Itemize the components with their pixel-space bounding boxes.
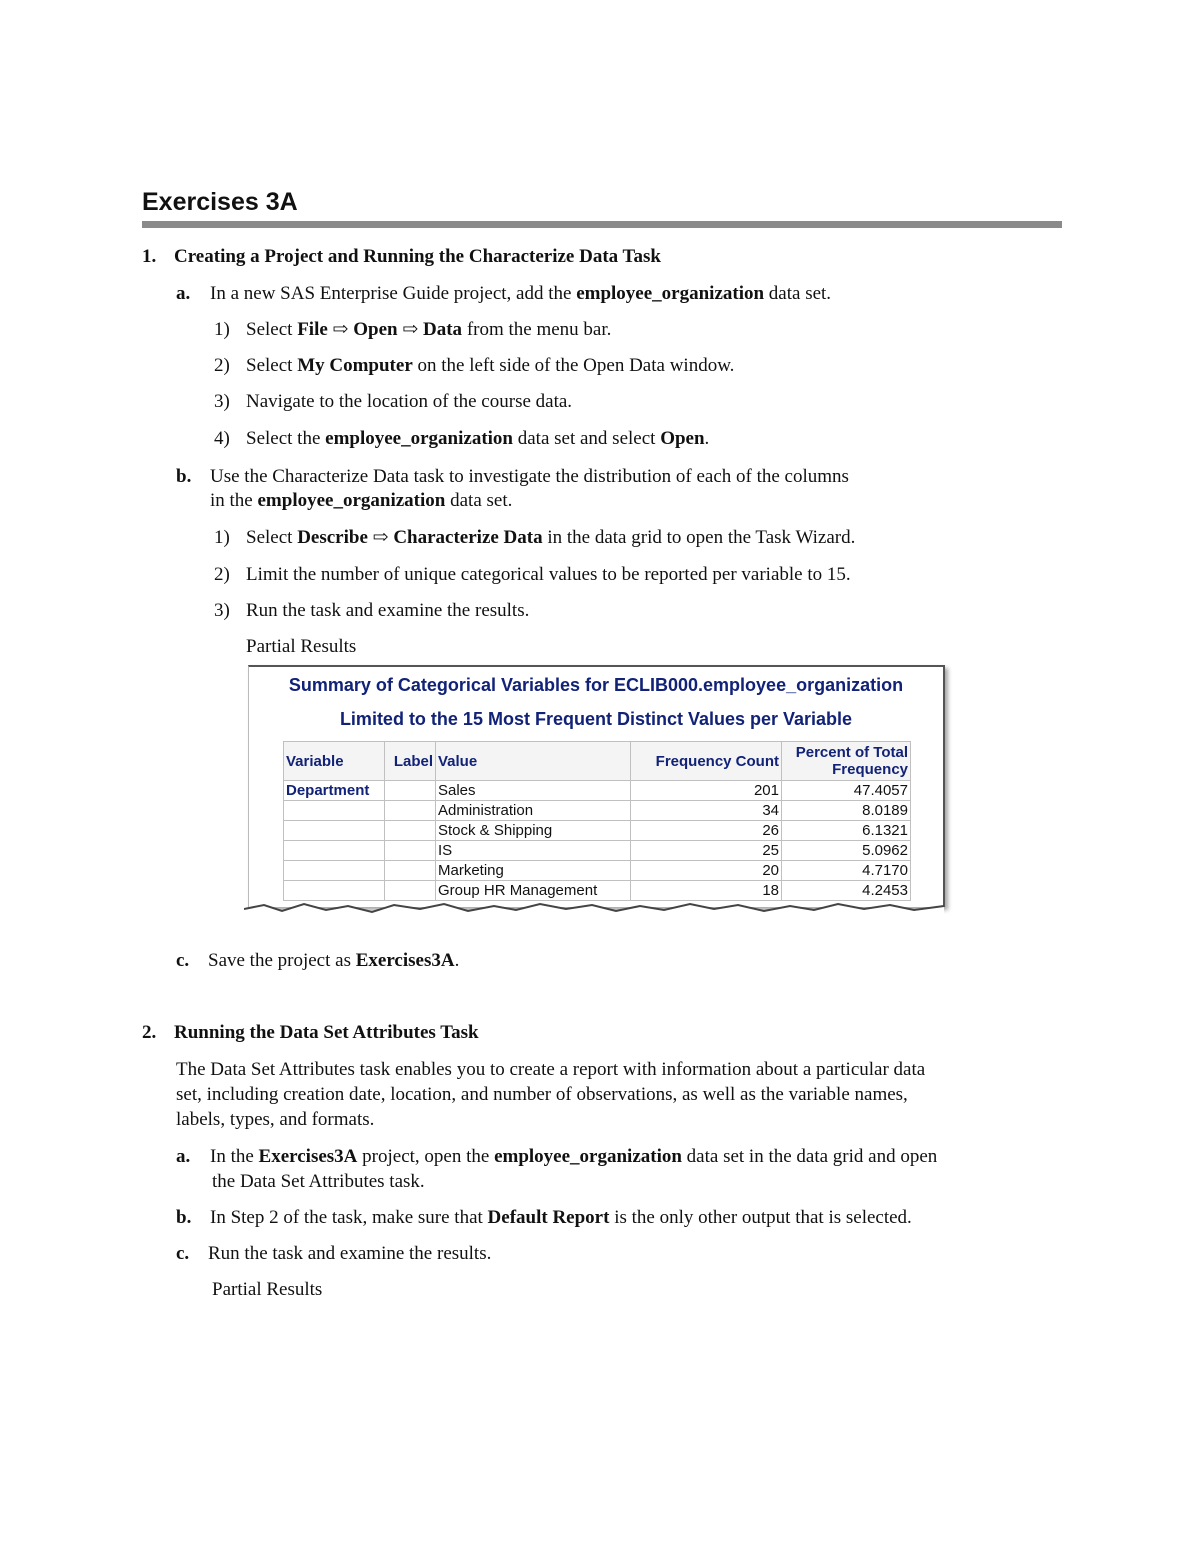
cell-variable xyxy=(284,821,385,841)
cell-label xyxy=(385,841,436,861)
cell-label xyxy=(385,821,436,841)
cell-value: Stock & Shipping xyxy=(436,821,631,841)
cell-count: 26 xyxy=(631,821,782,841)
table-row xyxy=(284,861,911,881)
s2c-letter: c. xyxy=(176,1243,190,1264)
cell-value: Administration xyxy=(436,801,631,821)
cell-count: 34 xyxy=(631,801,782,821)
cell-percent: 4.2453 xyxy=(782,881,911,901)
s2a-letter: a. xyxy=(176,1146,191,1167)
results-title: Summary of Categorical Variables for ECLIB000.employee_organization xyxy=(288,675,904,695)
s1a-letter: a. xyxy=(176,283,191,304)
section2-title: Running the Data Set Attributes Task xyxy=(174,1022,479,1043)
table-row xyxy=(284,821,911,841)
table-header-row xyxy=(284,742,911,781)
results-subtitle: Limited to the 15 Most Frequent Distinct Values per Variable xyxy=(339,709,853,729)
s2a-line1: In the Exercises3A project, open the employee_organization data set in the data grid and open xyxy=(210,1146,938,1167)
cell-label xyxy=(385,801,436,821)
table-row xyxy=(284,801,911,821)
results-table xyxy=(283,741,911,901)
s1b-step1: 1) Select Describe ⇨ Characterize Data in the data grid to open the Task Wizard. xyxy=(214,527,856,548)
results-panel xyxy=(248,665,945,907)
col-percent: Percent of Total Frequency xyxy=(782,742,911,781)
s2a-line2: the Data Set Attributes task. xyxy=(212,1171,425,1192)
heading-rule xyxy=(142,221,1062,228)
cell-percent: 6.1321 xyxy=(782,821,911,841)
s2b-text: In Step 2 of the task, make sure that Default Report is the only other output that is selected. xyxy=(210,1207,912,1228)
table-row xyxy=(284,841,911,861)
cell-variable xyxy=(284,801,385,821)
cell-count: 25 xyxy=(631,841,782,861)
cell-variable xyxy=(284,861,385,881)
cell-percent: 5.0962 xyxy=(782,841,911,861)
cell-value: IS xyxy=(436,841,631,861)
cell-percent: 4.7170 xyxy=(782,861,911,881)
s1c-text: Save the project as Exercises3A. xyxy=(208,950,460,971)
s1a-text: In a new SAS Enterprise Guide project, add the employee_organization data set. xyxy=(210,283,832,304)
cell-variable xyxy=(284,841,385,861)
cell-variable: Department xyxy=(284,781,385,801)
s2b-letter: b. xyxy=(176,1207,192,1228)
cell-value: Sales xyxy=(436,781,631,801)
s1b-step3: 3) Run the task and examine the results. xyxy=(214,600,530,621)
cell-value: Group HR Management xyxy=(436,881,631,901)
cell-count: 201 xyxy=(631,781,782,801)
s1b-line1: Use the Characterize Data task to investigate the distribution of each of the columns xyxy=(210,466,849,487)
s1a-step4: 4) Select the employee_organization data set and select Open. xyxy=(214,428,710,449)
s1b-step2: 2) Limit the number of unique categorical values to be reported per variable to 15. xyxy=(214,564,851,585)
col-value: Value xyxy=(436,742,631,781)
table-row xyxy=(284,781,911,801)
s2-intro-line3: labels, types, and formats. xyxy=(176,1109,375,1130)
s1a-step3: 3) Navigate to the location of the course data. xyxy=(214,391,573,412)
page-heading: Exercises 3A xyxy=(142,188,298,216)
cell-percent: 47.4057 xyxy=(782,781,911,801)
torn-edge xyxy=(244,895,948,925)
cell-count: 18 xyxy=(631,881,782,901)
col-label: Label xyxy=(385,742,436,781)
cell-label xyxy=(385,861,436,881)
section1-title: Creating a Project and Running the Characterize Data Task xyxy=(174,246,661,267)
s2-intro-line2: set, including creation date, location, and number of observations, as well as the variable names, xyxy=(176,1084,908,1105)
s1a-step2: 2) Select My Computer on the left side of the Open Data window. xyxy=(214,355,735,376)
section2-number: 2. xyxy=(142,1022,157,1043)
s1b-partial-results: Partial Results xyxy=(246,636,357,657)
s1a-step1: 1) Select File ⇨ Open ⇨ Data from the menu bar. xyxy=(214,319,612,340)
col-frequency: Frequency Count xyxy=(631,742,782,781)
section1-number: 1. xyxy=(142,246,157,267)
col-variable: Variable xyxy=(284,742,385,781)
s2c-text: Run the task and examine the results. xyxy=(208,1243,492,1264)
s2-partial-results: Partial Results xyxy=(212,1279,323,1300)
s2-intro-line1: The Data Set Attributes task enables you to create a report with information about a particular data xyxy=(176,1059,926,1080)
s1b-line2: in the employee_organization data set. xyxy=(210,490,513,511)
cell-percent: 8.0189 xyxy=(782,801,911,821)
cell-count: 20 xyxy=(631,861,782,881)
cell-value: Marketing xyxy=(436,861,631,881)
s1b-letter: b. xyxy=(176,466,192,487)
cell-label xyxy=(385,781,436,801)
s1c-letter: c. xyxy=(176,950,190,971)
